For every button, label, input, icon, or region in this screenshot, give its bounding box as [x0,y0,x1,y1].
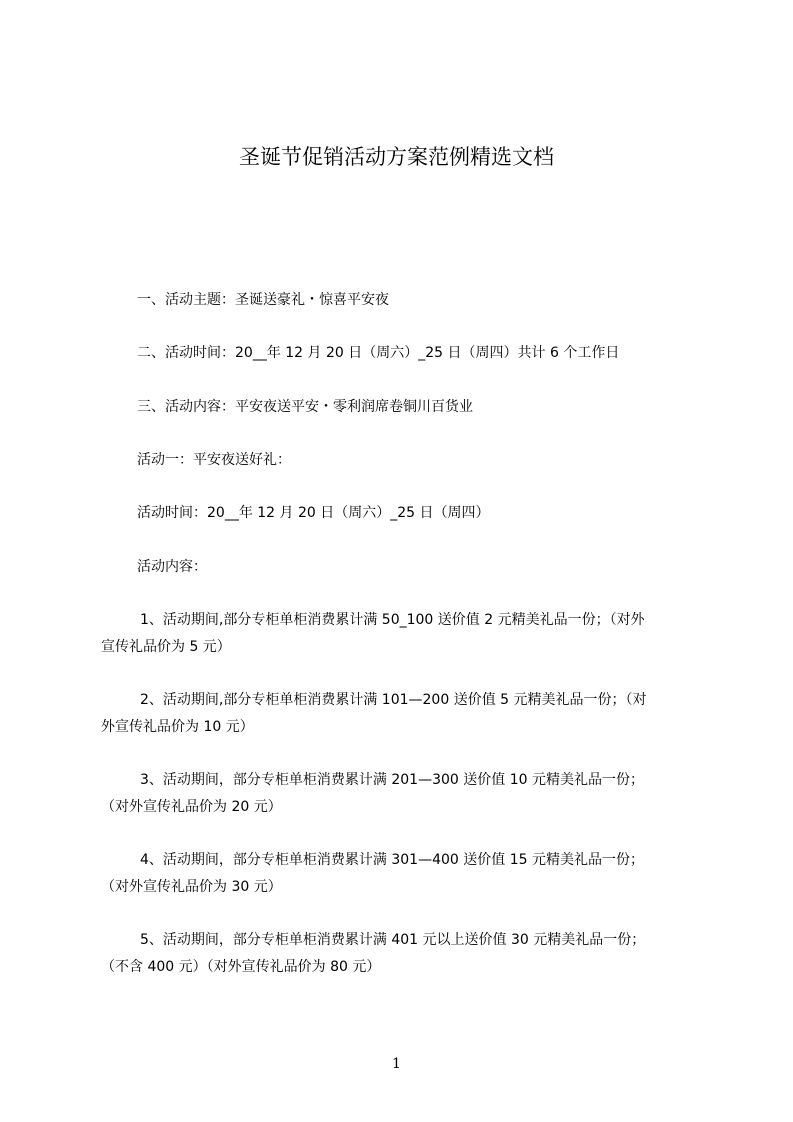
paragraph-text: 活动一：平安夜送好礼： [137,452,291,468]
paragraph-activity-one [104,447,714,474]
paragraph-text: 二、活动时间：20__年 12 月 20 日（周六）_25 日（周四）共计 6 个工作日 [137,345,620,361]
list-item-line2: （对外宣传礼品价为 30 元） [101,879,282,895]
list-item-line2: （对外宣传礼品价为 20 元） [101,799,282,815]
paragraph-text: 活动内容： [137,559,207,575]
page-number: 1 [392,1056,401,1072]
paragraph-content [104,394,714,421]
list-item-line2: 宣传礼品价为 5 元） [101,639,231,655]
list-item-line1: 5、活动期间，部分专柜单柜消费累计满 401 元以上送价值 30 元精美礼品一份； [140,932,646,948]
list-item-line2: （不含 400 元）（对外宣传礼品价为 80 元） [101,959,381,975]
list-item [101,847,714,901]
paragraph-activity-content [104,554,714,581]
list-item-line1: 1、活动期间,部分专柜单柜消费累计满 50_100 送价值 2 元精美礼品一份；（对外 [140,612,645,628]
list-item-line1: 4、活动期间，部分专柜单柜消费累计满 301—400 送价值 15 元精美礼品一份； [140,852,644,868]
list-item-line1: 3、活动期间，部分专柜单柜消费累计满 201—300 送价值 10 元精美礼品一份； [140,772,644,788]
paragraph-text: 一、活动主题：圣诞送豪礼・惊喜平安夜 [137,292,389,308]
paragraph-activity-time [104,500,714,527]
list-item [101,927,714,981]
list-item [101,767,714,821]
paragraph-theme [104,287,714,314]
list-item [101,687,714,741]
list-item [101,607,714,661]
paragraph-text: 三、活动内容：平安夜送平安・零利润席卷铜川百货业 [137,399,473,415]
document-title: 圣诞节促销活动方案范例精选文档 [239,145,554,169]
list-item-line2: 外宣传礼品价为 10 元） [101,719,254,735]
paragraph-time [104,340,714,367]
paragraph-text: 活动时间：20__年 12 月 20 日（周六）_25 日（周四） [137,505,490,521]
list-item-line1: 2、活动期间,部分专柜单柜消费累计满 101—200 送价值 5 元精美礼品一份；（对 [140,692,647,708]
